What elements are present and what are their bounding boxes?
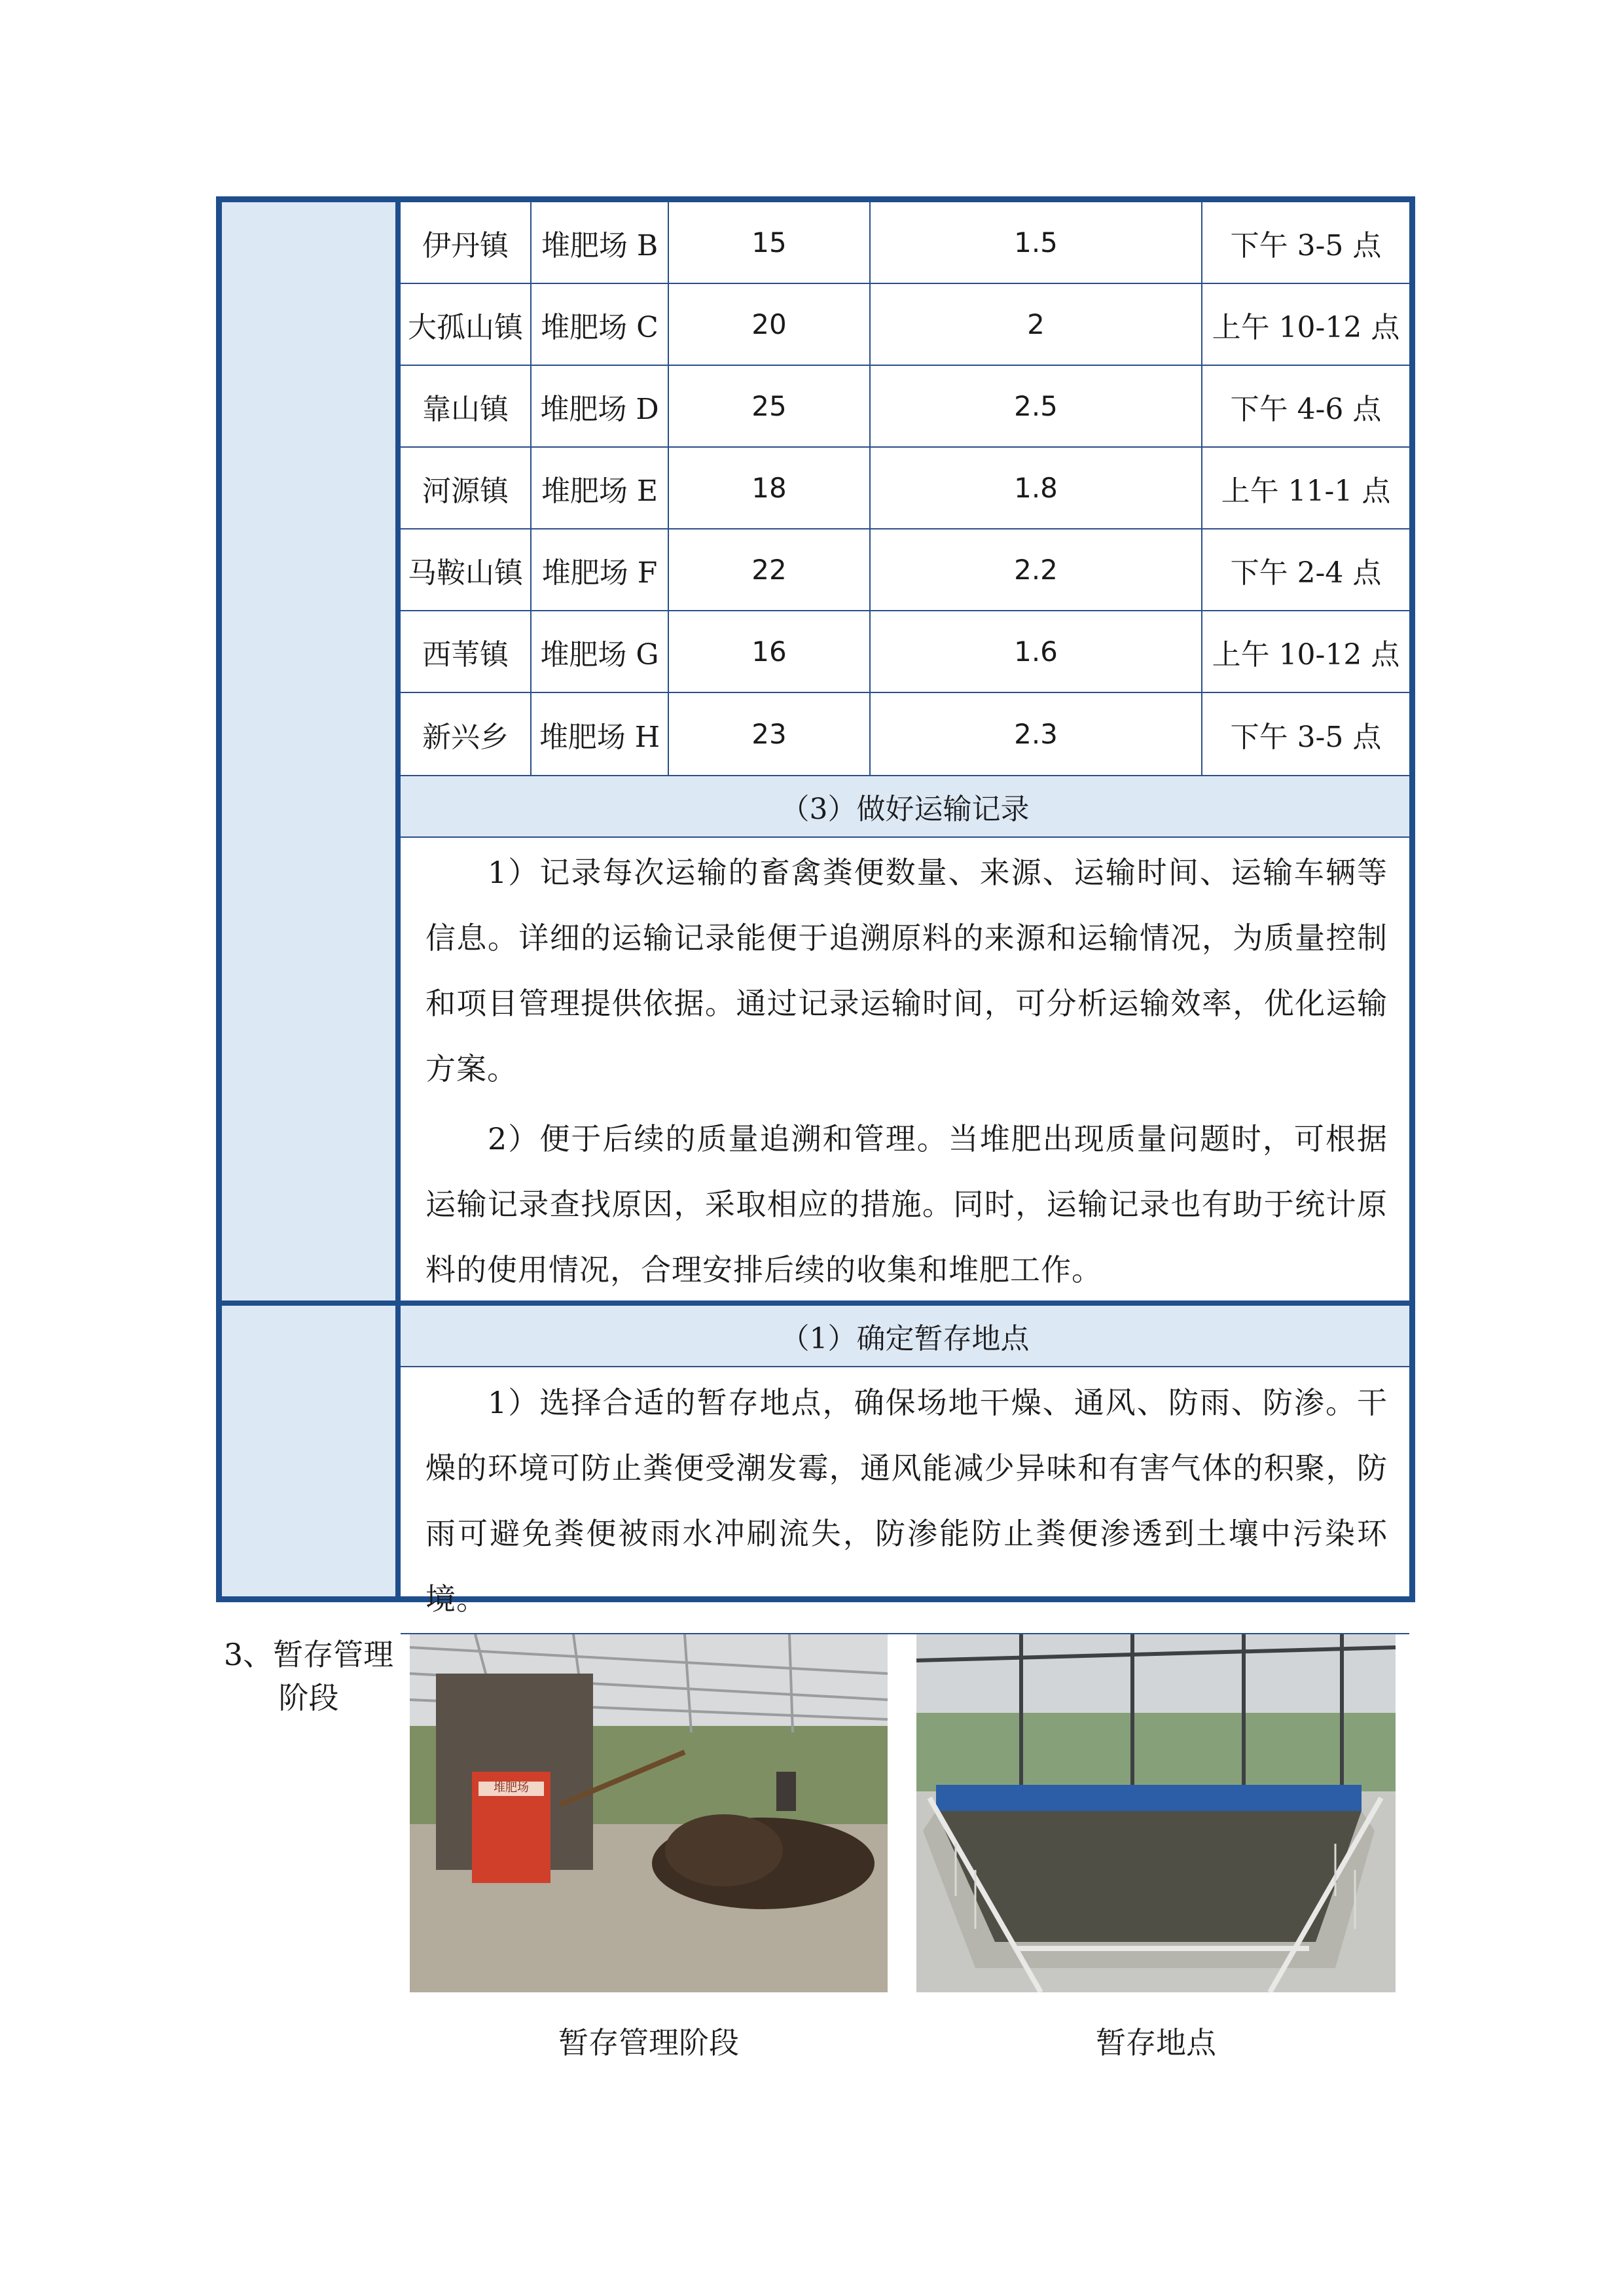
value-a-cell: 25 (751, 390, 787, 422)
town-cell: 河源镇 (422, 474, 509, 508)
site-cell: 堆肥场 F (541, 556, 658, 590)
town-cell: 西苇镇 (422, 637, 509, 672)
site-cell: 堆肥场 G (540, 637, 659, 672)
town-cell: 靠山镇 (422, 392, 509, 426)
time-cell: 上午 10-12 点 (1212, 310, 1400, 344)
storage-pool-photo (916, 1634, 1396, 1992)
value-b-cell: 1.8 (1014, 472, 1058, 504)
section-divider (401, 1366, 1409, 1367)
transport-paragraph-1: 1）记录每次运输的畜禽粪便数量、来源、运输时间、运输车辆等信息。详细的运输记录能便于追溯原料的来源和运输情况，为质量控制和项目管理提供依据。通过记录运输时间，可分析运输效率，优化运输方案。 (425, 855, 1388, 1086)
value-b-cell: 2.5 (1014, 390, 1058, 422)
value-a-cell: 16 (751, 636, 787, 668)
section-heading-storage: （1）确定暂存地点 (401, 1306, 1409, 1366)
stage-label-storage: 3、暂存管理阶段 (223, 1637, 394, 1715)
transport-paragraph-2: 2）便于后续的质量追溯和管理。当堆肥出现质量问题时，可根据运输记录查找原因，采取相应的措施。同时，运输记录也有助于统计原料的使用情况，合理安排后续的收集和堆肥工作。 (425, 1121, 1388, 1287)
town-cell: 大孤山镇 (408, 310, 523, 344)
time-cell: 下午 2-4 点 (1230, 556, 1382, 590)
compost-shed-photo (410, 1634, 888, 1992)
photo-caption-left: 暂存管理阶段 (558, 2025, 739, 2060)
value-b-cell: 2.3 (1014, 718, 1058, 750)
photo-caption-right: 暂存地点 (1096, 2025, 1216, 2060)
time-cell: 下午 3-5 点 (1230, 228, 1382, 262)
value-a-cell: 20 (751, 308, 787, 340)
site-cell: 堆肥场 D (540, 392, 659, 426)
town-cell: 马鞍山镇 (408, 556, 523, 590)
column-divider (395, 202, 401, 1596)
value-a-cell: 22 (751, 554, 787, 586)
site-cell: 堆肥场 B (541, 228, 659, 262)
value-a-cell: 15 (751, 226, 787, 259)
value-b-cell: 2.2 (1014, 554, 1058, 586)
town-cell: 伊丹镇 (422, 228, 509, 262)
storage-paragraph-1: 1）选择合适的暂存地点，确保场地干燥、通风、防雨、防渗。干燥的环境可防止粪便受潮发霉，通风能减少异味和有害气体的积聚，防雨可避免粪便被雨水冲刷流失，防渗能防止粪便渗透到土壤中污染环境。 (425, 1385, 1388, 1617)
value-a-cell: 23 (751, 718, 787, 750)
sign-text: 堆肥场 (494, 1781, 529, 1795)
section-divider (401, 836, 1409, 838)
town-cell: 新兴乡 (422, 720, 509, 754)
value-b-cell: 1.6 (1014, 636, 1058, 668)
value-b-cell: 1.5 (1014, 226, 1058, 259)
time-cell: 上午 10-12 点 (1212, 637, 1400, 672)
site-cell: 堆肥场 C (541, 310, 659, 344)
site-cell: 堆肥场 E (541, 474, 659, 508)
time-cell: 上午 11-1 点 (1221, 474, 1391, 508)
time-cell: 下午 4-6 点 (1230, 392, 1382, 426)
site-cell: 堆肥场 H (539, 720, 660, 754)
value-a-cell: 18 (751, 472, 787, 504)
time-cell: 下午 3-5 点 (1230, 720, 1382, 754)
value-b-cell: 2 (1027, 308, 1045, 340)
section-heading-transport: （3）做好运输记录 (401, 776, 1409, 836)
